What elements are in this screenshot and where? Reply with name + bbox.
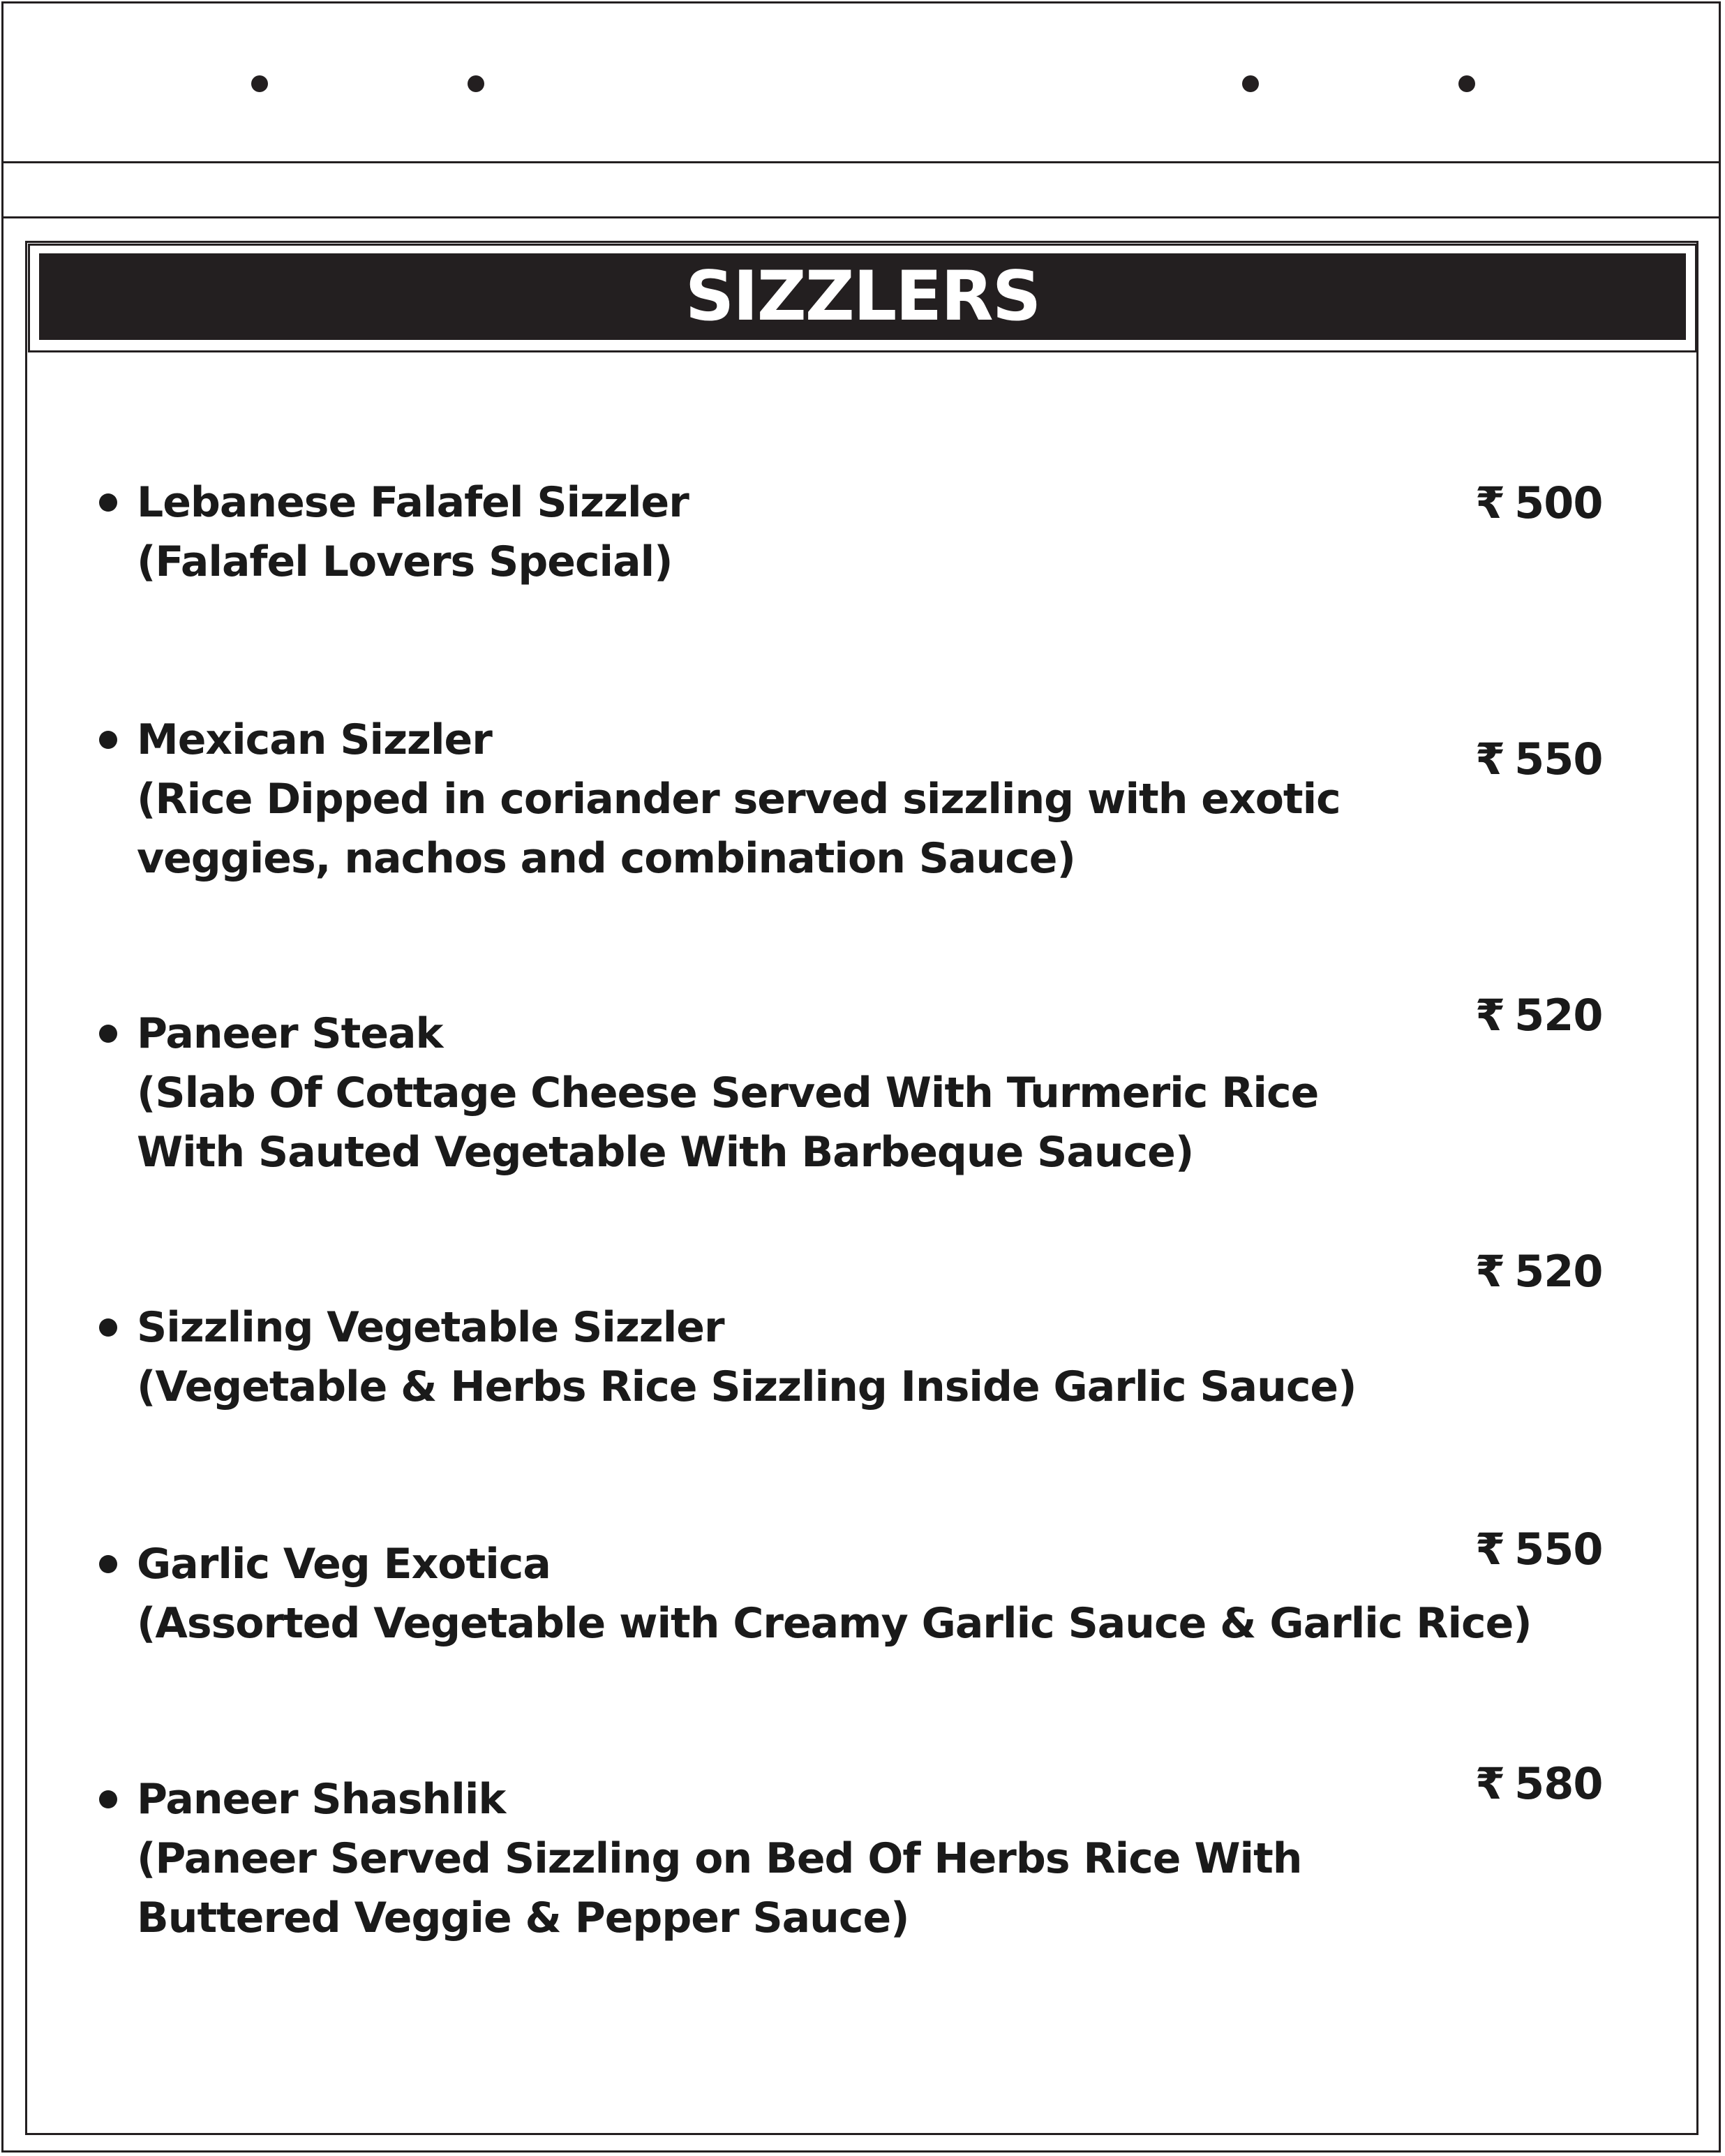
rupee-icon: ₹ bbox=[1475, 477, 1505, 528]
bullet-icon bbox=[99, 493, 117, 512]
price-value: 580 bbox=[1514, 1758, 1603, 1809]
price-value: 550 bbox=[1514, 1524, 1603, 1575]
bullet-icon bbox=[99, 1318, 117, 1337]
binder-hole-icon bbox=[1242, 75, 1259, 92]
item-price bbox=[1475, 1246, 1603, 1297]
item-name: Garlic Veg Exotica bbox=[137, 1540, 551, 1589]
item-description: With Sauted Vegetable With Barbeque Sauce) bbox=[137, 1128, 1194, 1177]
price-value: 500 bbox=[1514, 477, 1603, 528]
header-divider bbox=[1, 216, 1721, 218]
bullet-icon bbox=[99, 731, 117, 749]
binder-hole-icon bbox=[1458, 75, 1475, 92]
item-name: Mexican Sizzler bbox=[137, 715, 492, 764]
header-band bbox=[1, 1, 1721, 163]
binder-hole-icon bbox=[468, 75, 484, 92]
item-description: (Vegetable & Herbs Rice Sizzling Inside Garlic Sauce) bbox=[137, 1362, 1357, 1411]
item-price bbox=[1475, 477, 1603, 528]
item-price bbox=[1475, 1524, 1603, 1575]
price-value: 520 bbox=[1514, 1246, 1603, 1297]
item-description: (Paneer Served Sizzling on Bed Of Herbs Rice With bbox=[137, 1834, 1302, 1883]
item-price bbox=[1475, 1758, 1603, 1809]
item-name: Lebanese Falafel Sizzler bbox=[137, 478, 689, 527]
rupee-icon: ₹ bbox=[1475, 1524, 1505, 1575]
item-description: veggies, nachos and combination Sauce) bbox=[137, 834, 1075, 883]
bullet-icon bbox=[99, 1790, 117, 1808]
item-price bbox=[1475, 734, 1603, 785]
price-value: 520 bbox=[1514, 990, 1603, 1041]
rupee-icon: ₹ bbox=[1475, 990, 1505, 1041]
item-price bbox=[1475, 990, 1603, 1041]
item-description: Buttered Veggie & Pepper Sauce) bbox=[137, 1894, 909, 1942]
item-name: Paneer Steak bbox=[137, 1009, 443, 1058]
item-description: (Rice Dipped in coriander served sizzling with exotic bbox=[137, 775, 1341, 824]
bullet-icon bbox=[99, 1555, 117, 1573]
binder-hole-icon bbox=[251, 75, 268, 92]
rupee-icon: ₹ bbox=[1475, 1758, 1505, 1809]
section-title-bar bbox=[39, 253, 1686, 340]
section-title: SIZZLERS bbox=[685, 257, 1040, 336]
rupee-icon: ₹ bbox=[1475, 1246, 1505, 1297]
item-description: (Falafel Lovers Special) bbox=[137, 537, 673, 586]
item-description: (Assorted Vegetable with Creamy Garlic Sauce & Garlic Rice) bbox=[137, 1599, 1532, 1648]
rupee-icon: ₹ bbox=[1475, 734, 1505, 785]
item-name: Paneer Shashlik bbox=[137, 1775, 506, 1824]
item-description: (Slab Of Cottage Cheese Served With Turmeric Rice bbox=[137, 1069, 1319, 1117]
price-value: 550 bbox=[1514, 734, 1603, 785]
item-name: Sizzling Vegetable Sizzler bbox=[137, 1303, 724, 1352]
bullet-icon bbox=[99, 1025, 117, 1043]
